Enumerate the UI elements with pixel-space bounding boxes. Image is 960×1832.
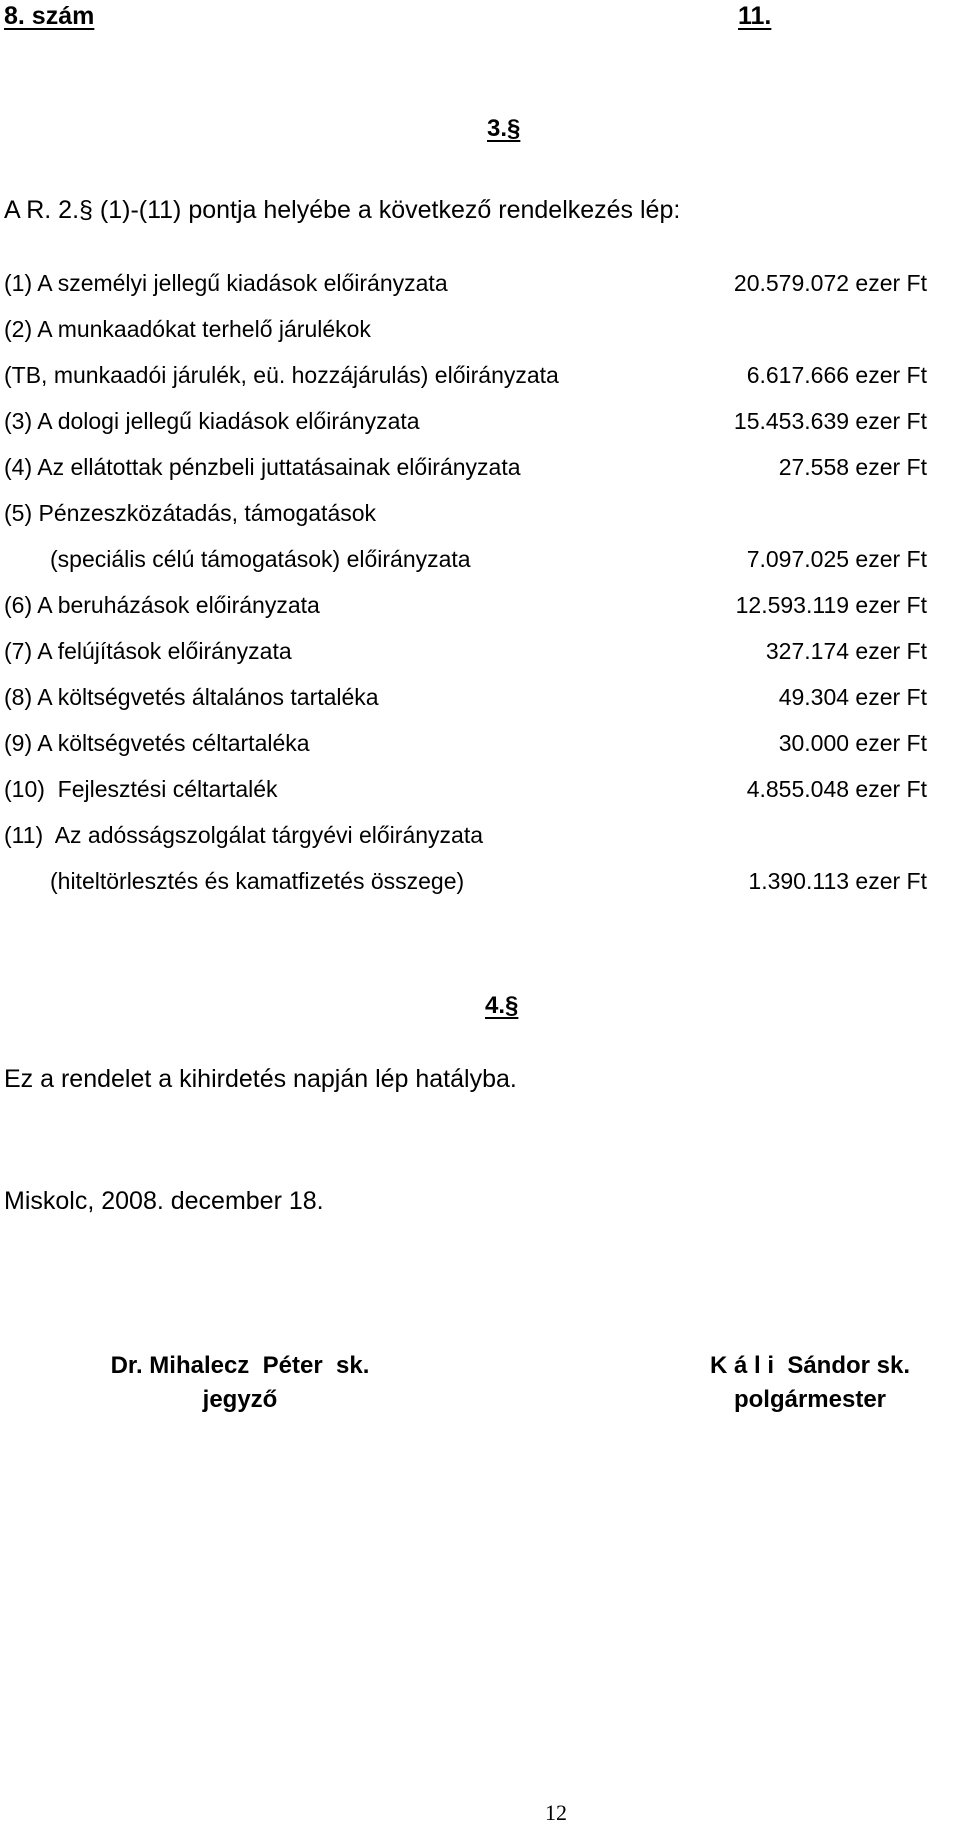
item-1-amount: 20.579.072 ezer Ft bbox=[733, 270, 927, 296]
item-4-amount: 27.558 ezer Ft bbox=[778, 454, 927, 480]
item-8-amount: 49.304 ezer Ft bbox=[778, 684, 927, 710]
item-1-label: (1) A személyi jellegű kiadások előirányzata bbox=[4, 270, 448, 296]
page-header-number: 11. bbox=[738, 2, 772, 30]
item-10-amount: 4.855.048 ezer Ft bbox=[746, 776, 927, 802]
item-3-label: (3) A dologi jellegű kiadások előirányzata bbox=[4, 408, 420, 434]
item-6-label: (6) A beruházások előirányzata bbox=[4, 592, 320, 618]
item-5-amount: 7.097.025 ezer Ft bbox=[746, 546, 927, 572]
signature-left-name: Dr. Mihalecz Péter sk. bbox=[110, 1352, 370, 1379]
signature-right-name: K á l i Sándor sk. bbox=[709, 1352, 911, 1379]
section-3-intro: A R. 2.§ (1)-(11) pontja helyébe a következő rendelkezés lép: bbox=[4, 196, 681, 224]
item-2-label-line1: (2) A munkaadókat terhelő járulékok bbox=[4, 316, 371, 342]
section-4-text: Ez a rendelet a kihirdetés napján lép hatályba. bbox=[4, 1065, 517, 1093]
item-5-label-line1: (5) Pénzeszközátadás, támogatások bbox=[4, 500, 377, 526]
item-6-amount: 12.593.119 ezer Ft bbox=[735, 592, 927, 618]
item-11-label-line1: (11) Az adósságszolgálat tárgyévi előirányzata bbox=[4, 822, 484, 848]
section-4-heading: 4.§ bbox=[485, 992, 519, 1019]
item-4-label: (4) Az ellátottak pénzbeli juttatásainak előirányzata bbox=[4, 454, 521, 480]
item-11-amount: 1.390.113 ezer Ft bbox=[748, 868, 927, 894]
page-number: 12 bbox=[545, 1800, 567, 1825]
item-3-amount: 15.453.639 ezer Ft bbox=[733, 408, 927, 434]
item-7-label: (7) A felújítások előirányzata bbox=[4, 638, 292, 664]
item-11-label-line2: (hiteltörlesztés és kamatfizetés összege) bbox=[50, 868, 465, 894]
place-date: Miskolc, 2008. december 18. bbox=[4, 1187, 324, 1215]
issue-number: 8. szám bbox=[4, 2, 95, 30]
item-2-amount: 6.617.666 ezer Ft bbox=[746, 362, 927, 388]
item-5-label-line2: (speciális célú támogatások) előirányzata bbox=[50, 546, 471, 572]
signature-right-title: polgármester bbox=[733, 1386, 887, 1413]
signature-left-title: jegyző bbox=[202, 1386, 278, 1413]
section-3-heading: 3.§ bbox=[487, 115, 521, 142]
item-9-amount: 30.000 ezer Ft bbox=[778, 730, 927, 756]
item-7-amount: 327.174 ezer Ft bbox=[765, 638, 927, 664]
item-2-label-line2: (TB, munkaadói járulék, eü. hozzájárulás) előirányzata bbox=[4, 362, 559, 388]
item-10-label: (10) Fejlesztési céltartalék bbox=[4, 776, 278, 802]
item-9-label: (9) A költségvetés céltartaléka bbox=[4, 730, 310, 756]
item-8-label: (8) A költségvetés általános tartaléka bbox=[4, 684, 379, 710]
